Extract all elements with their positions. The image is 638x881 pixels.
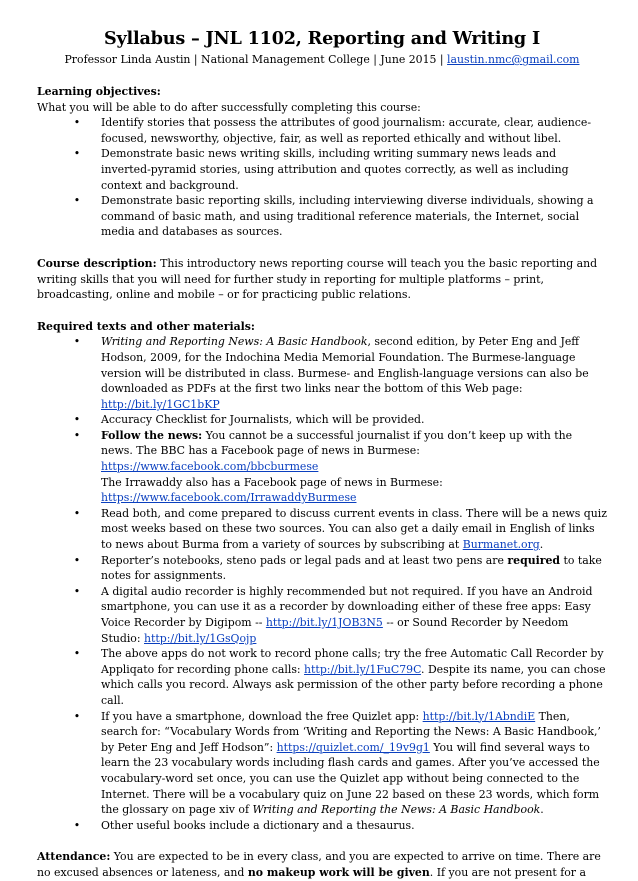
quizlet-set-link[interactable]: https://quizlet.com/_19v9g1 xyxy=(276,740,430,754)
easy-voice-recorder-link[interactable]: http://bit.ly/1JOB3N5 xyxy=(265,616,383,629)
quizlet-app-link[interactable]: http://bit.ly/1AbndiE xyxy=(422,709,536,723)
bullet-icon: • xyxy=(73,335,81,349)
burmanet-link[interactable]: Burmanet.org xyxy=(462,538,540,552)
learning-objectives-section xyxy=(37,84,607,240)
list-item: • Reporter’s notebooks, steno pads or legal pads and at least two pens are required to take notes for assignments. xyxy=(73,553,602,583)
bullet-icon: • xyxy=(73,506,81,520)
course-description-section xyxy=(37,256,607,303)
list-item: • The above apps do not work to record phone calls; try the free Automatic Call Recorder by Appliqato for recording phone calls: http://bit.ly/1FuC79C. Despite its name, you can chose which calls you record. Always ask permission of the other party before recording a phone call. xyxy=(73,647,606,707)
list-item: • Identify stories that possess the attributes of good journalism: accurate, clear, audience-focused, newsworthy, objective, fair, as well as reported ethically and without libel. xyxy=(73,116,592,145)
bullet-icon: • xyxy=(73,553,81,567)
course-heading: Course description: xyxy=(37,256,157,270)
bullet-icon: • xyxy=(73,428,81,442)
list-item: • Follow the news: You cannot be a successful journalist if you don’t keep up with the news. The BBC has a Facebook page of news in Burmese: https://www.facebook.com/bbcburmese The Irrawaddy also has a Facebook page of news in Burmese: https://www.facebook.com/IrrawaddyBurmese xyxy=(73,428,573,505)
list-item: • Accuracy Checklist for Journalists, which will be provided. xyxy=(73,413,425,427)
bullet-icon: • xyxy=(73,116,81,130)
email-link[interactable]: laustin.nmc@gmail.com xyxy=(447,53,580,66)
learning-intro: What you will be able to do after successfully completing this course: xyxy=(37,100,421,114)
bullet-icon: • xyxy=(73,709,81,723)
meta-text: Professor Linda Austin | National Management College | June 2015 | xyxy=(64,53,448,66)
call-recorder-link[interactable]: http://bit.ly/1FuC79C xyxy=(304,662,422,676)
bullet-icon: • xyxy=(73,413,81,427)
attendance-section: Attendance: You are expected to be in every class, and you are expected to arrive on time. There are no excused absences or lateness, and no makeup work will be given. If you are not present for a xyxy=(37,850,601,879)
handbook-link[interactable]: http://bit.ly/1GC1bKP xyxy=(101,397,220,411)
sound-recorder-link[interactable]: http://bit.ly/1GsQojp xyxy=(144,631,257,645)
list-item: • Demonstrate basic news writing skills, including writing summary news leads and inverted-pyramid stories, using attribution and quotes correctly, as well as including context and background. xyxy=(73,147,569,192)
list-item: • Other useful books include a dictionary and a thesaurus. xyxy=(73,818,415,832)
course-text: This introductory news reporting course will teach you the basic reporting and writing skills that you will need for further study in reporting for multiple platforms – print, broadcasting, online and mobile – or for practicing public relations. xyxy=(37,256,598,302)
bullet-icon: • xyxy=(73,194,81,208)
list-item: • If you have a smartphone, download the free Quizlet app: http://bit.ly/1AbndiE Then, search for: “Vocabulary Words from ‘Writing and Reporting the News: A Basic Handbook,’ by Peter Eng and Jeff Hodson”: https://quizlet.com/_19v9g1 You will find several ways to learn the 23 vocabulary words including flash cards and games. After you’ve accessed the vocabulary-word set once, you can use the Quizlet app without being connected to the Internet. There will be a vocabulary quiz on June 22 based on these 23 words, which form the glossary on page xiv of Writing and Reporting the News: A Basic Handbook. xyxy=(73,709,601,817)
syllabus-page xyxy=(37,28,607,881)
learning-heading: Learning objectives: xyxy=(37,85,161,98)
list-item: • Demonstrate basic reporting skills, including interviewing diverse individuals, showing a command of basic math, and using traditional reference materials, the Internet, social media and databases as sources. xyxy=(73,194,594,239)
list-item: • A digital audio recorder is highly recommended but not required. If you have an Android smartphone, you can use it as a recorder by downloading either of these free apps: Easy Voice Recorder by Digipom -- http://bit.ly/1JOB3N5 -- or Sound Recorder by Needom Studio: http://bit.ly/1GsQojp xyxy=(73,584,593,645)
bbc-burmese-link[interactable]: https://www.facebook.com/bbcburmese xyxy=(101,460,319,474)
attendance-heading: Attendance: xyxy=(37,850,111,864)
page-title: Syllabus – JNL 1102, Reporting and Writing I xyxy=(103,28,540,49)
bullet-icon: • xyxy=(73,818,81,832)
bullet-icon: • xyxy=(73,147,81,161)
irrawaddy-link[interactable]: https://www.facebook.com/IrrawaddyBurmese xyxy=(101,491,357,505)
bullet-icon: • xyxy=(73,647,81,661)
course-meta xyxy=(37,52,607,68)
required-materials-section xyxy=(37,319,607,834)
bullet-icon: • xyxy=(73,584,81,598)
list-item: • Writing and Reporting News: A Basic Handbook, second edition, by Peter Eng and Jeff Hodson, 2009, for the Indochina Media Memorial Foundation. The Burmese-language version will be distributed in class. Burmese- and English-language versions can also be downloaded as PDFs at the first two links near the bottom of this Web page: http://bit.ly/1GC1bKP xyxy=(73,335,589,411)
required-heading: Required texts and other materials: xyxy=(37,319,255,333)
list-item: • Read both, and come prepared to discuss current events in class. There will be a news quiz most weeks based on these two sources. You can also get a daily email in English of links to news about Burma from a variety of sources by subscribing at Burmanet.org. xyxy=(73,506,607,552)
learning-list xyxy=(37,115,607,240)
materials-list xyxy=(37,334,607,833)
